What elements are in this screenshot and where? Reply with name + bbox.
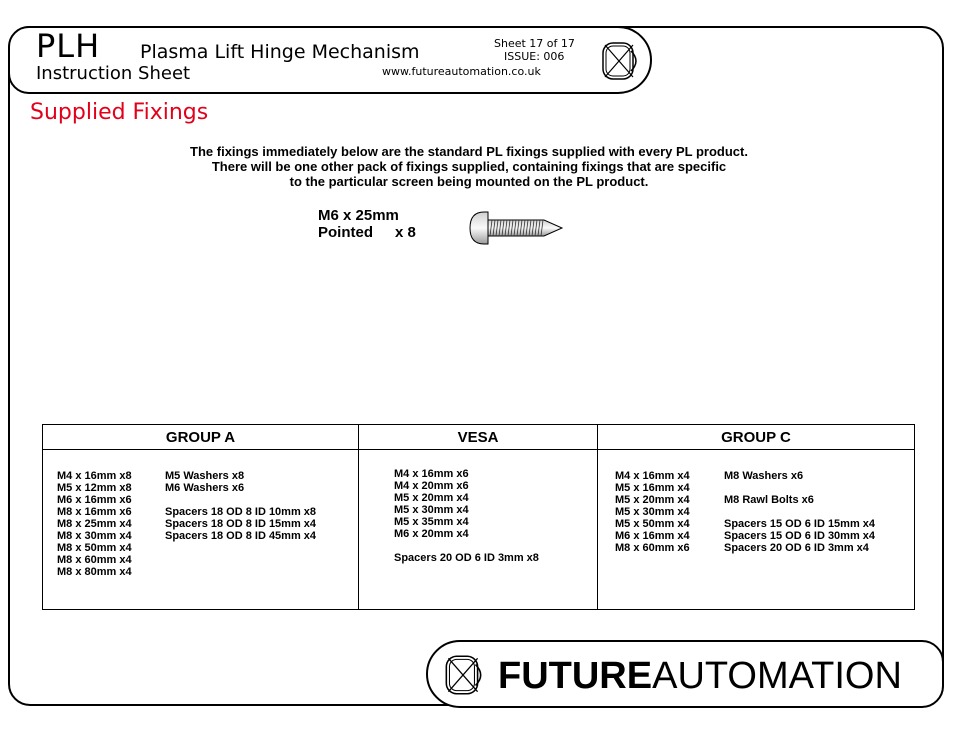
list-item: M6 Washers x6	[165, 482, 245, 494]
list-item	[724, 482, 875, 494]
list-item: M4 x 20mm x6	[394, 480, 469, 492]
list-item: M5 x 16mm x4	[615, 482, 690, 494]
list-item: M8 Washers x6	[724, 470, 804, 482]
brand-regular: AUTOMATION	[652, 655, 902, 697]
list-item: M6 x 20mm x4	[394, 528, 469, 540]
section-title: Supplied Fixings	[30, 100, 209, 125]
future-automation-logo-icon	[438, 650, 488, 700]
issue-number: ISSUE: 006	[504, 50, 565, 63]
list-item: M5 x 20mm x4	[615, 494, 690, 506]
list-item: Spacers 20 OD 6 ID 3mm x4	[724, 542, 869, 554]
list-item: M4 x 16mm x4	[615, 470, 690, 482]
list-item: M5 x 30mm x4	[615, 506, 690, 518]
column-header-group-a: GROUP A	[43, 425, 359, 450]
list-item	[724, 506, 875, 518]
list-item: Spacers 15 OD 6 ID 30mm x4	[724, 530, 876, 542]
column-header-group-c: GROUP C	[598, 425, 915, 450]
list-item: M8 Rawl Bolts x6	[724, 494, 814, 506]
list-item: M8 x 16mm x6	[57, 506, 132, 518]
list-item: M5 x 35mm x4	[394, 516, 469, 528]
list-item: M5 x 20mm x4	[394, 492, 469, 504]
list-item: M6 x 16mm x6	[57, 494, 132, 506]
list-item: M8 x 30mm x4	[57, 530, 132, 542]
column-header-vesa: VESA	[359, 425, 598, 450]
brand-bold: FUTURE	[498, 655, 653, 697]
list-item: M5 x 30mm x4	[394, 504, 469, 516]
list-item: M5 Washers x8	[165, 470, 245, 482]
sheet-number: Sheet 17 of 17	[494, 37, 575, 50]
product-code: PLH	[36, 27, 101, 65]
group-c-bolts-list	[615, 470, 690, 554]
fixing-size: M6 x 25mm	[318, 207, 399, 224]
fixings-table	[42, 424, 915, 610]
list-item: Spacers 20 OD 6 ID 3mm x8	[394, 552, 539, 564]
list-item: M4 x 16mm x8	[57, 470, 132, 482]
website-link[interactable]: www.futureautomation.co.uk	[382, 65, 541, 78]
document-subtitle: Instruction Sheet	[36, 63, 191, 84]
group-a-cell	[43, 450, 359, 610]
list-item: M4 x 16mm x6	[394, 468, 469, 480]
list-item: M5 x 12mm x8	[57, 482, 132, 494]
group-c-washers-spacers-list	[724, 470, 875, 554]
list-item: M8 x 50mm x4	[57, 542, 132, 554]
list-item: M8 x 25mm x4	[57, 518, 132, 530]
group-a-bolts-list	[57, 470, 132, 578]
intro-line: The fixings immediately below are the standard PL fixings supplied with every PL product.	[190, 144, 748, 159]
vesa-cell	[359, 450, 598, 610]
intro-line: There will be one other pack of fixings supplied, containing fixings that are specific	[211, 159, 727, 174]
list-item: Spacers 18 OD 8 ID 45mm x4	[165, 530, 317, 542]
list-item	[394, 540, 539, 552]
list-item: M6 x 16mm x4	[615, 530, 690, 542]
list-item: Spacers 18 OD 8 ID 10mm x8	[165, 506, 317, 518]
list-item: M8 x 60mm x4	[57, 554, 132, 566]
list-item: Spacers 18 OD 8 ID 15mm x4	[165, 518, 317, 530]
fixing-type: Pointed	[318, 224, 373, 241]
list-item: M8 x 60mm x6	[615, 542, 690, 554]
list-item	[165, 494, 316, 506]
fixing-quantity: x 8	[395, 224, 416, 241]
list-item: M8 x 80mm x4	[57, 566, 132, 578]
group-c-cell	[598, 450, 915, 610]
intro-line: to the particular screen being mounted on the PL product.	[289, 174, 649, 189]
future-automation-logo-icon	[595, 37, 643, 85]
list-item: Spacers 15 OD 6 ID 15mm x4	[724, 518, 876, 530]
intro-paragraph	[120, 144, 818, 189]
vesa-list	[394, 468, 539, 564]
standard-fixing-spec	[318, 207, 416, 241]
document-title: Plasma Lift Hinge Mechanism	[140, 41, 420, 63]
brand-wordmark	[498, 654, 902, 698]
group-a-washers-spacers-list	[165, 470, 316, 542]
list-item: M5 x 50mm x4	[615, 518, 690, 530]
bolt-icon	[468, 208, 566, 248]
